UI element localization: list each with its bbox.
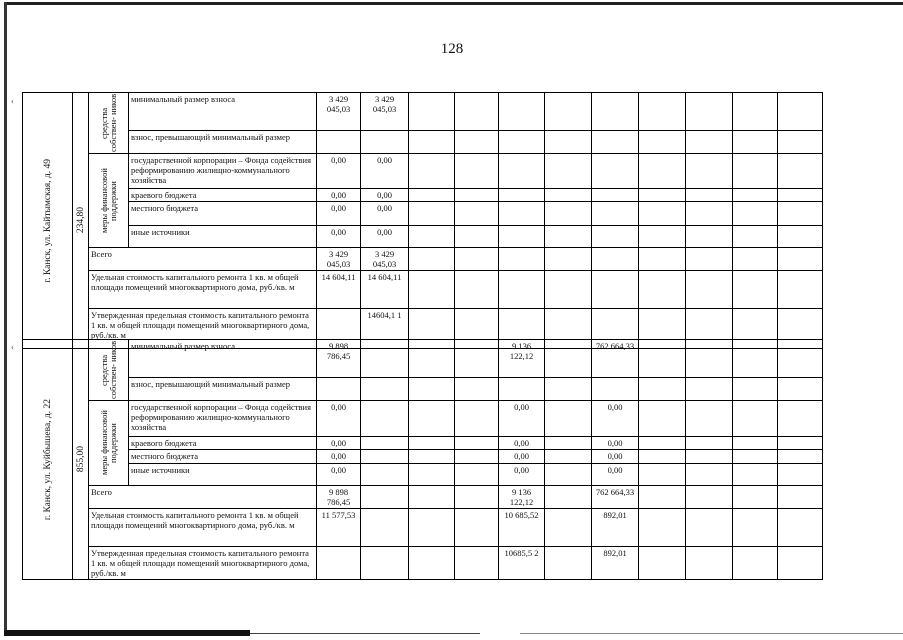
value-cell: [455, 248, 499, 271]
value-cell: [778, 154, 823, 189]
value-cell: [409, 189, 455, 202]
value-cell: [639, 271, 686, 309]
financial-support-group: [89, 401, 129, 486]
value-cell: [361, 464, 409, 486]
value-cell: [545, 401, 592, 437]
value-cell: [686, 271, 733, 309]
row-label: Всего: [89, 248, 317, 271]
value-cell: [639, 189, 686, 202]
value-cell: [545, 464, 592, 486]
value-cell: [361, 377, 409, 400]
row-label: краевого бюджета: [129, 189, 317, 202]
value-cell: [409, 340, 455, 378]
value-cell: [317, 547, 361, 580]
value-cell: [545, 340, 592, 378]
value-cell: [499, 154, 545, 189]
table-row: [23, 154, 823, 189]
row-label: государственной корпорации – Фонда содействия реформированию жилищно-коммунального хозяйства: [129, 401, 317, 437]
value-cell: [592, 131, 639, 154]
value-cell: 0,00: [361, 226, 409, 248]
value-cell: [733, 131, 778, 154]
scan-edge-bar: [4, 630, 250, 636]
value-cell: 10685,5 2: [499, 547, 545, 580]
value-cell: 9 898 786,45: [317, 486, 361, 509]
value-cell: 9 136 122,12: [499, 486, 545, 509]
page-border-top: [6, 2, 903, 5]
value-cell: 14 604,11: [361, 271, 409, 309]
value-cell: [545, 154, 592, 189]
value-cell: [455, 189, 499, 202]
value-cell: 9 136 122,12: [499, 340, 545, 378]
address-cell-text: г. Канск, ул. Кайтымская, д. 49: [42, 158, 53, 283]
table-row: [23, 486, 823, 509]
value-cell: 10 685,52: [499, 509, 545, 547]
owners-funds-group-text: средства собствен- ников: [98, 93, 118, 153]
value-cell: 0,00: [592, 450, 639, 464]
value-cell: 14 604,11: [317, 271, 361, 309]
value-cell: [592, 189, 639, 202]
value-cell: [592, 226, 639, 248]
value-cell: [455, 437, 499, 450]
table-row: [23, 401, 823, 437]
row-label: иные источники: [129, 226, 317, 248]
owners-funds-group: [89, 93, 129, 154]
value-cell: [499, 131, 545, 154]
value-cell: [545, 93, 592, 131]
value-cell: [686, 189, 733, 202]
value-cell: [686, 377, 733, 400]
value-cell: 0,00: [592, 464, 639, 486]
house-table: [22, 339, 823, 580]
margin-tick: ‹: [11, 342, 14, 352]
value-cell: [545, 509, 592, 547]
address-cell: [23, 340, 73, 580]
value-cell: [686, 202, 733, 226]
value-cell: [455, 131, 499, 154]
value-cell: [686, 547, 733, 580]
value-cell: [686, 401, 733, 437]
value-cell: [686, 93, 733, 131]
value-cell: [686, 340, 733, 378]
row-label: взнос, превышающий минимальный размер: [129, 131, 317, 154]
value-cell: 0,00: [317, 202, 361, 226]
value-cell: [639, 401, 686, 437]
row-label: Утвержденная предельная стоимость капитального ремонта 1 кв. м общей площади помещений многоквартирного дома, руб./кв. м: [89, 547, 317, 580]
value-cell: [733, 464, 778, 486]
value-cell: [778, 450, 823, 464]
value-cell: 0,00: [499, 437, 545, 450]
value-cell: [733, 340, 778, 378]
value-cell: 0,00: [317, 437, 361, 450]
margin-tick: ‹: [11, 96, 14, 106]
value-cell: [778, 401, 823, 437]
value-cell: [455, 509, 499, 547]
value-cell: [361, 401, 409, 437]
value-cell: 892,01: [592, 547, 639, 580]
value-cell: [733, 93, 778, 131]
area-cell: [73, 340, 89, 580]
value-cell: [733, 547, 778, 580]
value-cell: 0,00: [361, 189, 409, 202]
table-row: [23, 202, 823, 226]
value-cell: [639, 248, 686, 271]
value-cell: 3 429 045,03: [317, 93, 361, 131]
value-cell: 762 664,33: [592, 340, 639, 378]
value-cell: [639, 437, 686, 450]
value-cell: [545, 547, 592, 580]
value-cell: [778, 509, 823, 547]
value-cell: [592, 154, 639, 189]
value-cell: [639, 509, 686, 547]
scan-edge-line: [250, 633, 480, 634]
value-cell: [778, 547, 823, 580]
house-table: [22, 92, 823, 349]
value-cell: [455, 464, 499, 486]
value-cell: 0,00: [317, 450, 361, 464]
value-cell: [733, 248, 778, 271]
value-cell: [545, 248, 592, 271]
value-cell: [361, 547, 409, 580]
value-cell: [455, 93, 499, 131]
value-cell: [499, 189, 545, 202]
value-cell: [778, 437, 823, 450]
value-cell: 3 429 045,03: [361, 93, 409, 131]
value-cell: [778, 93, 823, 131]
value-cell: [733, 189, 778, 202]
value-cell: 9 898 786,45: [317, 340, 361, 378]
value-cell: [639, 202, 686, 226]
value-cell: [455, 377, 499, 400]
value-cell: [686, 464, 733, 486]
value-cell: 892,01: [592, 509, 639, 547]
row-label: Удельная стоимость капитального ремонта 1 кв. м общей площади помещений многоквартирного дома, руб./кв. м: [89, 271, 317, 309]
address-cell: [23, 93, 73, 349]
row-label: местного бюджета: [129, 202, 317, 226]
value-cell: [545, 377, 592, 400]
value-cell: [778, 189, 823, 202]
value-cell: [455, 226, 499, 248]
value-cell: [361, 131, 409, 154]
table-row: [23, 271, 823, 309]
value-cell: [639, 464, 686, 486]
address-cell-text: г. Канск, ул. Куйбышева, д. 22: [42, 398, 53, 521]
owners-funds-group-text: средства собствен- ников: [98, 340, 118, 400]
value-cell: [592, 93, 639, 131]
value-cell: [545, 437, 592, 450]
value-cell: [455, 486, 499, 509]
value-cell: [409, 547, 455, 580]
area-cell-text: 855,00: [75, 446, 86, 473]
value-cell: 0,00: [592, 437, 639, 450]
value-cell: [733, 450, 778, 464]
value-cell: [455, 271, 499, 309]
value-cell: [545, 131, 592, 154]
value-cell: [592, 377, 639, 400]
value-cell: [455, 202, 499, 226]
value-cell: [409, 93, 455, 131]
row-label: иные источники: [129, 464, 317, 486]
value-cell: [733, 226, 778, 248]
row-label: краевого бюджета: [129, 437, 317, 450]
table-row: [23, 226, 823, 248]
value-cell: [409, 248, 455, 271]
area-cell-text: 234,80: [75, 207, 86, 234]
value-cell: 762 664,33: [592, 486, 639, 509]
value-cell: [455, 340, 499, 378]
value-cell: [733, 202, 778, 226]
value-cell: 3 429 045,03: [317, 248, 361, 271]
value-cell: [778, 226, 823, 248]
row-label: взнос, превышающий минимальный размер: [129, 377, 317, 400]
row-label: местного бюджета: [129, 450, 317, 464]
value-cell: [499, 377, 545, 400]
value-cell: [409, 202, 455, 226]
value-cell: [361, 509, 409, 547]
value-cell: [545, 202, 592, 226]
value-cell: [499, 93, 545, 131]
owners-funds-group: [89, 340, 129, 401]
value-cell: [545, 189, 592, 202]
value-cell: [639, 340, 686, 378]
value-cell: [455, 401, 499, 437]
value-cell: [409, 464, 455, 486]
value-cell: [361, 486, 409, 509]
value-cell: [317, 377, 361, 400]
value-cell: 14604,1 1: [361, 309, 409, 349]
table-row: [23, 93, 823, 131]
value-cell: [778, 131, 823, 154]
value-cell: [545, 450, 592, 464]
table-row: [23, 248, 823, 271]
value-cell: [639, 547, 686, 580]
value-cell: 0,00: [499, 401, 545, 437]
value-cell: [409, 486, 455, 509]
value-cell: [545, 226, 592, 248]
value-cell: [317, 131, 361, 154]
value-cell: [455, 450, 499, 464]
value-cell: [686, 248, 733, 271]
table-row: [23, 340, 823, 378]
value-cell: 0,00: [317, 401, 361, 437]
value-cell: [686, 509, 733, 547]
value-cell: [639, 450, 686, 464]
value-cell: [361, 437, 409, 450]
value-cell: [545, 486, 592, 509]
table-row: [23, 547, 823, 580]
value-cell: [455, 547, 499, 580]
value-cell: [733, 437, 778, 450]
value-cell: [778, 271, 823, 309]
value-cell: [686, 437, 733, 450]
value-cell: [733, 401, 778, 437]
value-cell: 0,00: [317, 464, 361, 486]
value-cell: [409, 450, 455, 464]
table-row: [23, 131, 823, 154]
scan-edge-line: [520, 633, 903, 634]
row-label: минимальный размер взноса: [129, 340, 317, 378]
value-cell: [733, 271, 778, 309]
value-cell: 0,00: [499, 450, 545, 464]
value-cell: [639, 377, 686, 400]
row-label: государственной корпорации – Фонда содействия реформированию жилищно-коммунального хозяйства: [129, 154, 317, 189]
table-row: [23, 189, 823, 202]
value-cell: [639, 154, 686, 189]
page-border-left: [4, 2, 7, 634]
value-cell: [639, 131, 686, 154]
table-row: [23, 464, 823, 486]
value-cell: [499, 226, 545, 248]
value-cell: [409, 437, 455, 450]
value-cell: [686, 450, 733, 464]
value-cell: [686, 486, 733, 509]
value-cell: [409, 377, 455, 400]
value-cell: [361, 340, 409, 378]
value-cell: [409, 131, 455, 154]
value-cell: [409, 226, 455, 248]
table-row: [23, 509, 823, 547]
value-cell: [733, 486, 778, 509]
value-cell: [592, 202, 639, 226]
value-cell: [778, 486, 823, 509]
value-cell: [455, 154, 499, 189]
value-cell: [592, 271, 639, 309]
area-cell: [73, 93, 89, 349]
row-label: Удельная стоимость капитального ремонта 1 кв. м общей площади помещений многоквартирного дома, руб./кв. м: [89, 509, 317, 547]
value-cell: [686, 154, 733, 189]
financial-support-group: [89, 154, 129, 248]
value-cell: [639, 93, 686, 131]
value-cell: 11 577,53: [317, 509, 361, 547]
value-cell: [409, 271, 455, 309]
value-cell: [499, 271, 545, 309]
value-cell: 0,00: [317, 189, 361, 202]
row-label: Утвержденная предельная стоимость капитального ремонта 1 кв. м общей площади помещений многоквартирного дома, руб./кв. м: [89, 309, 317, 349]
table-row: [23, 377, 823, 400]
table-row: [23, 437, 823, 450]
value-cell: [778, 202, 823, 226]
value-cell: [545, 271, 592, 309]
value-cell: [409, 401, 455, 437]
value-cell: [733, 377, 778, 400]
row-label: минимальный размер взноса: [129, 93, 317, 131]
value-cell: [499, 248, 545, 271]
value-cell: [409, 154, 455, 189]
value-cell: [499, 202, 545, 226]
value-cell: [733, 509, 778, 547]
value-cell: [639, 226, 686, 248]
value-cell: 0,00: [361, 202, 409, 226]
value-cell: 0,00: [499, 464, 545, 486]
value-cell: [778, 340, 823, 378]
value-cell: 3 429 045,03: [361, 248, 409, 271]
value-cell: 0,00: [317, 226, 361, 248]
value-cell: [409, 509, 455, 547]
value-cell: [686, 131, 733, 154]
page-number: 128: [440, 41, 464, 57]
value-cell: [592, 248, 639, 271]
value-cell: 0,00: [317, 154, 361, 189]
value-cell: [778, 248, 823, 271]
row-label: Всего: [89, 486, 317, 509]
value-cell: [778, 464, 823, 486]
value-cell: [361, 450, 409, 464]
value-cell: [639, 486, 686, 509]
financial-support-group-text: меры финансовой поддержки: [98, 410, 118, 476]
value-cell: 0,00: [361, 154, 409, 189]
value-cell: 0,00: [592, 401, 639, 437]
financial-support-group-text: меры финансовой поддержки: [98, 168, 118, 233]
value-cell: [686, 226, 733, 248]
table-row: [23, 450, 823, 464]
value-cell: [733, 154, 778, 189]
value-cell: [778, 377, 823, 400]
